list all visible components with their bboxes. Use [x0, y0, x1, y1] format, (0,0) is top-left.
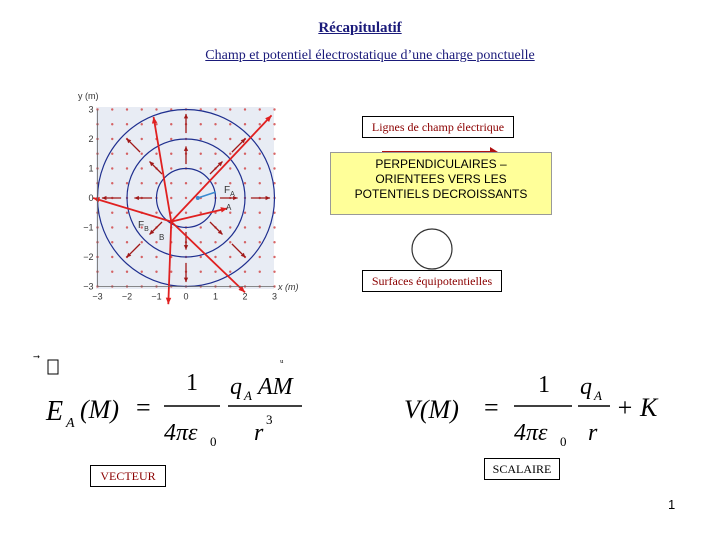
- grid-dot: [170, 182, 172, 184]
- y-tick-label: 2: [88, 134, 94, 144]
- grid-dot: [111, 138, 113, 140]
- label-fa: $F_A$: [224, 185, 235, 198]
- grid-dot: [214, 138, 216, 140]
- pot-num-1: 1: [538, 372, 550, 398]
- grid-dot: [200, 271, 202, 273]
- grid-dot: [259, 123, 261, 125]
- y-axis-label: y (m): [78, 91, 99, 101]
- grid-dot: [155, 108, 157, 110]
- grid-dot: [141, 167, 143, 169]
- perpendicular-note: [330, 152, 552, 215]
- grid-dot: [170, 153, 172, 155]
- grid-dot: [244, 226, 246, 228]
- pot-den-4pi: 4πε: [514, 420, 548, 446]
- y-tick-label: 0: [88, 193, 94, 203]
- grid-dot: [170, 167, 172, 169]
- grid-dot: [200, 153, 202, 155]
- grid-dot: [214, 153, 216, 155]
- x-tick-label: −2: [121, 291, 133, 302]
- grid-dot: [126, 241, 128, 243]
- field-equals: =: [136, 393, 151, 422]
- grid-dot: [200, 123, 202, 125]
- grid-dot: [244, 212, 246, 214]
- grid-dot: [259, 241, 261, 243]
- grid-dot: [141, 108, 143, 110]
- grid-dot: [214, 256, 216, 258]
- grid-dot: [273, 241, 275, 243]
- grid-dot: [126, 226, 128, 228]
- grid-dot: [229, 108, 231, 110]
- grid-dot: [273, 153, 275, 155]
- grid-dot: [244, 271, 246, 273]
- y-tick-label: 3: [88, 104, 94, 115]
- label-b: B: [159, 233, 165, 242]
- field-den-exp: 3: [266, 412, 273, 427]
- y-tick-label: −2: [83, 252, 94, 262]
- y-tick-label: 1: [88, 163, 94, 174]
- grid-dot: [273, 226, 275, 228]
- field-lines-legend: Lignes de champ électrique: [362, 116, 514, 138]
- field-den-r: r: [254, 420, 264, 446]
- grid-dot: [229, 167, 231, 169]
- grid-dot: [126, 123, 128, 125]
- x-tick-label: 0: [183, 291, 189, 302]
- grid-dot: [214, 241, 216, 243]
- am-arrow-mark: ᵘ: [280, 357, 284, 369]
- grid-dot: [111, 241, 113, 243]
- grid-dot: [111, 256, 113, 258]
- grid-dot: [111, 212, 113, 214]
- vector-arrow-box: [48, 360, 58, 374]
- slide-subtitle: Champ et potentiel électrostatique d’une charge ponctuelle: [205, 48, 535, 63]
- grid-dot: [141, 182, 143, 184]
- grid-dot: [185, 182, 187, 184]
- grid-dot: [126, 167, 128, 169]
- y-tick-label: −3: [83, 281, 94, 292]
- grid-dot: [273, 167, 275, 169]
- page-number: 1: [668, 497, 676, 512]
- field-num-1: 1: [186, 370, 198, 396]
- grid-dot: [259, 167, 261, 169]
- pot-equals: =: [484, 393, 499, 422]
- grid-dot: [229, 271, 231, 273]
- grid-dot: [170, 197, 172, 199]
- potential-formula: [404, 360, 704, 450]
- equipotential-surfaces-legend: Surfaces équipotentielles: [362, 270, 502, 292]
- field-plot: [60, 85, 310, 305]
- grid-dot: [141, 256, 143, 258]
- grid-dot: [244, 123, 246, 125]
- field-num-q: q: [230, 374, 242, 400]
- grid-dot: [200, 182, 202, 184]
- grid-dot: [111, 226, 113, 228]
- grid-dot: [200, 241, 202, 243]
- grid-dot: [229, 256, 231, 258]
- field-e-sub: A: [66, 416, 75, 431]
- grid-dot: [244, 167, 246, 169]
- grid-dot: [214, 108, 216, 110]
- pot-num-q: q: [580, 374, 592, 400]
- x-tick-label: 3: [271, 291, 278, 302]
- grid-dot: [244, 108, 246, 110]
- grid-dot: [170, 138, 172, 140]
- scalar-tag: SCALAIRE: [484, 458, 560, 480]
- grid-dot: [229, 138, 231, 140]
- grid-dot: [259, 256, 261, 258]
- label-a: A: [226, 203, 232, 212]
- grid-dot: [126, 182, 128, 184]
- grid-dot: [214, 123, 216, 125]
- vector-arrow-mark: [33, 355, 40, 359]
- grid-dot: [126, 271, 128, 273]
- grid-dot: [185, 197, 187, 199]
- perp-line-2: ORIENTEES VERS LES: [375, 172, 507, 186]
- grid-dot: [273, 256, 275, 258]
- grid-dot: [229, 241, 231, 243]
- x-tick-label: 1: [212, 291, 219, 302]
- pot-den-0: 0: [560, 434, 567, 449]
- equipotential-circle-icon: [409, 226, 455, 272]
- grid-dot: [155, 256, 157, 258]
- grid-dot: [214, 182, 216, 184]
- grid-dot: [111, 182, 113, 184]
- grid-dot: [111, 123, 113, 125]
- grid-dot: [214, 271, 216, 273]
- point-a: [196, 196, 200, 200]
- grid-dot: [244, 182, 246, 184]
- grid-dot: [200, 138, 202, 140]
- field-den-0: 0: [210, 434, 217, 449]
- grid-dot: [155, 182, 157, 184]
- x-tick-label: −3: [92, 291, 103, 302]
- grid-dot: [259, 138, 261, 140]
- grid-dot: [244, 153, 246, 155]
- grid-dot: [155, 271, 157, 273]
- grid-dot: [141, 241, 143, 243]
- grid-dot: [273, 271, 275, 273]
- grid-dot: [259, 226, 261, 228]
- grid-dot: [273, 138, 275, 140]
- label-fb: $F_B$: [138, 220, 149, 233]
- field-e: E: [46, 396, 64, 427]
- grid-dot: [155, 153, 157, 155]
- grid-dot: [200, 226, 202, 228]
- grid-dot: [111, 167, 113, 169]
- perp-line-3: POTENTIELS DECROISSANTS: [354, 187, 528, 201]
- red-arrowhead: [166, 298, 171, 305]
- field-formula: [40, 357, 340, 450]
- grid-dot: [141, 138, 143, 140]
- grid-dot: [155, 241, 157, 243]
- grid-dot: [111, 108, 113, 110]
- grid-dot: [141, 153, 143, 155]
- perp-line-1: PERPENDICULAIRES –: [375, 157, 507, 171]
- x-axis-label: x (m): [278, 282, 299, 292]
- pot-plus-k: + K: [616, 393, 658, 422]
- grid-dot: [141, 123, 143, 125]
- field-num-am: AM: [258, 374, 293, 400]
- x-tick-label: −1: [151, 291, 162, 302]
- slide-title: Récapitulatif: [318, 20, 402, 36]
- grid-dot: [170, 271, 172, 273]
- field-den-4pi: 4πε: [164, 420, 198, 446]
- grid-dot: [111, 271, 113, 273]
- grid-dot: [259, 153, 261, 155]
- y-tick-label: −1: [83, 222, 94, 233]
- grid-dot: [259, 212, 261, 214]
- grid-dot: [259, 108, 261, 110]
- grid-dot: [259, 271, 261, 273]
- grid-dot: [259, 182, 261, 184]
- grid-dot: [200, 167, 202, 169]
- grid-dot: [126, 212, 128, 214]
- grid-dot: [170, 123, 172, 125]
- grid-dot: [273, 123, 275, 125]
- grid-dot: [126, 108, 128, 110]
- grid-dot: [200, 256, 202, 258]
- grid-dot: [273, 108, 275, 110]
- pot-num-q-sub: A: [594, 388, 602, 403]
- grid-dot: [111, 153, 113, 155]
- grid-dot: [155, 212, 157, 214]
- vector-tag: VECTEUR: [90, 465, 166, 487]
- grid-dot: [185, 212, 187, 214]
- grid-dot: [229, 153, 231, 155]
- field-num-q-sub: A: [244, 388, 252, 403]
- grid-dot: [229, 123, 231, 125]
- pot-v: V(M): [404, 395, 459, 424]
- pot-den-r: r: [588, 420, 598, 446]
- grid-dot: [229, 226, 231, 228]
- x-tick-label: 2: [242, 291, 248, 302]
- grid-dot: [126, 153, 128, 155]
- field-m: (M): [80, 395, 119, 424]
- grid-dot: [141, 271, 143, 273]
- grid-dot: [244, 241, 246, 243]
